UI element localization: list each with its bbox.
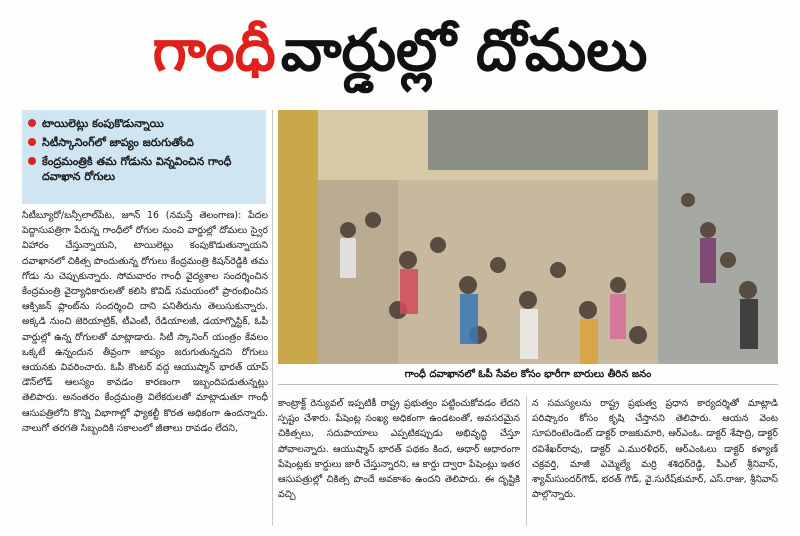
highlight-item xyxy=(28,116,260,131)
highlight-text: కేంద్రమంత్రికి తమ గోడును విన్నవించిన గాంధీ దవాఖాన రోగులు xyxy=(42,155,232,183)
headline xyxy=(0,0,800,100)
headline-part2: వార్డుల్లో దోమలు xyxy=(280,16,648,84)
bullet-icon xyxy=(28,119,36,127)
crowd-photo xyxy=(278,110,778,364)
article-column-2 xyxy=(278,396,520,526)
article-text: న సమస్యలను రాష్ట్ర ప్రభుత్వ ప్రధాన కార్యదర్శితో మాట్లాడి పరిష్కారం కోసం కృషి చేస్తానని తెలిపారు. ఆయన వెంట సూపరింటెండెంట్ డాక్టర్ రాజకుమారి, ఆర్ఎంఓ. డాక్టర్ శేషాద్రి, డాక్టర్ రవిశేఖర్‌రావు, డాక్టర్ ఎ.మురళీధర్, ఆర్ఎంఓలు డాక్టర్ కళ్యాణ్ చక్రవర్తి, మాజీ ఎమ్మెల్యే మర్రి శశిధర్‌రెడ్డి, పీఎల్ శ్రీనివాస్, శ్యామ్‌సుందర్‌గౌడ్, భరత్ గౌడ్, వై.సురేష్‌కుమార్, ఎస్.రాజు, శ్రీనివాస్ పాల్గొన్నారు. xyxy=(532,398,778,501)
bullet-icon xyxy=(28,157,36,165)
column-divider xyxy=(272,110,273,526)
highlight-item xyxy=(28,135,260,150)
column-divider xyxy=(526,396,527,526)
bullet-icon xyxy=(28,138,36,146)
photo-caption: గాంధీ దవాఖానలో ఓపీ సేవల కోసం భారీగా బారులు తీరిన జనం xyxy=(278,366,778,385)
article-column-3 xyxy=(532,396,778,526)
article-text: సిటీబ్యూరో/బన్సీలాల్‌పేట, జూన్ 16 (నమస్తే తెలంగాణ): పేదల పెద్దాసుపత్రిగా పేరున్న గాంధీలో రోగుల నుంచి వార్డుల్లో దోమలు స్వైర విహారం చేస్తున్నాయని, టాయిలెట్లు కంపుకొడుతున్నాయని దవాఖానలో చికిత్స పొందుతున్న రోగులు కేంద్రమంత్రి కిషన్‌రెడ్డికి తమ గోడు ను చెప్పుకున్నారు. సోమవారం గాంధీ వైద్యశాల సందర్శించిన కేంద్రమంత్రి వైద్యాధికారులతో కలిసి కొవిడ్ సమయంలో ప్రారంభించిన ఆక్సిజన్ ప్లాంట్‌ను సందర్శించి దాని పనితీరును తెలుసుకున్నారు. అక్కడి నుంచి జెరియాట్రిక్, టీఎంటీ, రేడియాలజీ, డయాగ్నొస్టిక్, ఓపీ వార్డుల్లో ఉన్న రోగులతో మాట్లాడారు. సిటీ స్కానింగ్ యంత్రం కేవలం ఒక్కటే ఉన్నందున తీవ్రంగా జాప్యం జరుగుతున్నదని రోగులు ఆయనకు వివరించారు. ఓపీ కౌంటర్ వద్ద ఆయుష్మాన్ భారత్ యాప్ డౌన్‌లోడ్ ఆలస్యం కావడం కారణంగా ఇబ్బందిపడుతున్నట్లు తెలిపారు. అనంతరం కేంద్రమంత్రి విలేకరులతో మాట్లాడుతూ గాంధీ ఆసుపత్రిలోని కొన్ని విభాగాల్లో ఫ్యాకల్టీ కొరత అధికంగా ఉందన్నారు. నాలుగో తరగతి సిబ్బందికి సకాలంలో జీతాలు రావడం లేదని, xyxy=(22,210,268,434)
highlight-text: టాయిలెట్లు కంపుకొడున్నాయి xyxy=(42,117,164,130)
highlights-box xyxy=(22,110,266,204)
headline-part1: గాంధీ xyxy=(152,16,276,84)
article-text: కాంట్రాక్ట్ రెన్యువల్ ఇప్పటికీ రాష్ట్ర ప్రభుత్వం పట్టించుకోవడం లేదని స్పష్టం చేశారు. పేషెంట్ల సంఖ్య అధికంగా ఉండటంతో, అవసరమైన చికిత్సలు, సదుపాయాలు ఎప్పటికప్పుడు అభివృద్ధి చేస్తూ పోవాలన్నారు. ఆయుష్మాన్ భారత్ పథకం కింద, ఆధార్ ఆధారంగా పేషెంట్లకు కార్డులు జారీ చేస్తున్నారని, ఆ కార్డు ద్వారా పేషెంట్లు ఇతర ఆసుపత్రుల్లో చికిత్స పొందే అవకాశం ఉందని తెలిపారు. ఈ దృష్టికి వచ్చి xyxy=(278,398,520,501)
highlight-item xyxy=(28,154,260,184)
article-column-1 xyxy=(22,208,268,526)
highlight-text: సిటీస్కానింగ్‌లో జాప్యం జరుగుతోంది xyxy=(42,136,194,149)
